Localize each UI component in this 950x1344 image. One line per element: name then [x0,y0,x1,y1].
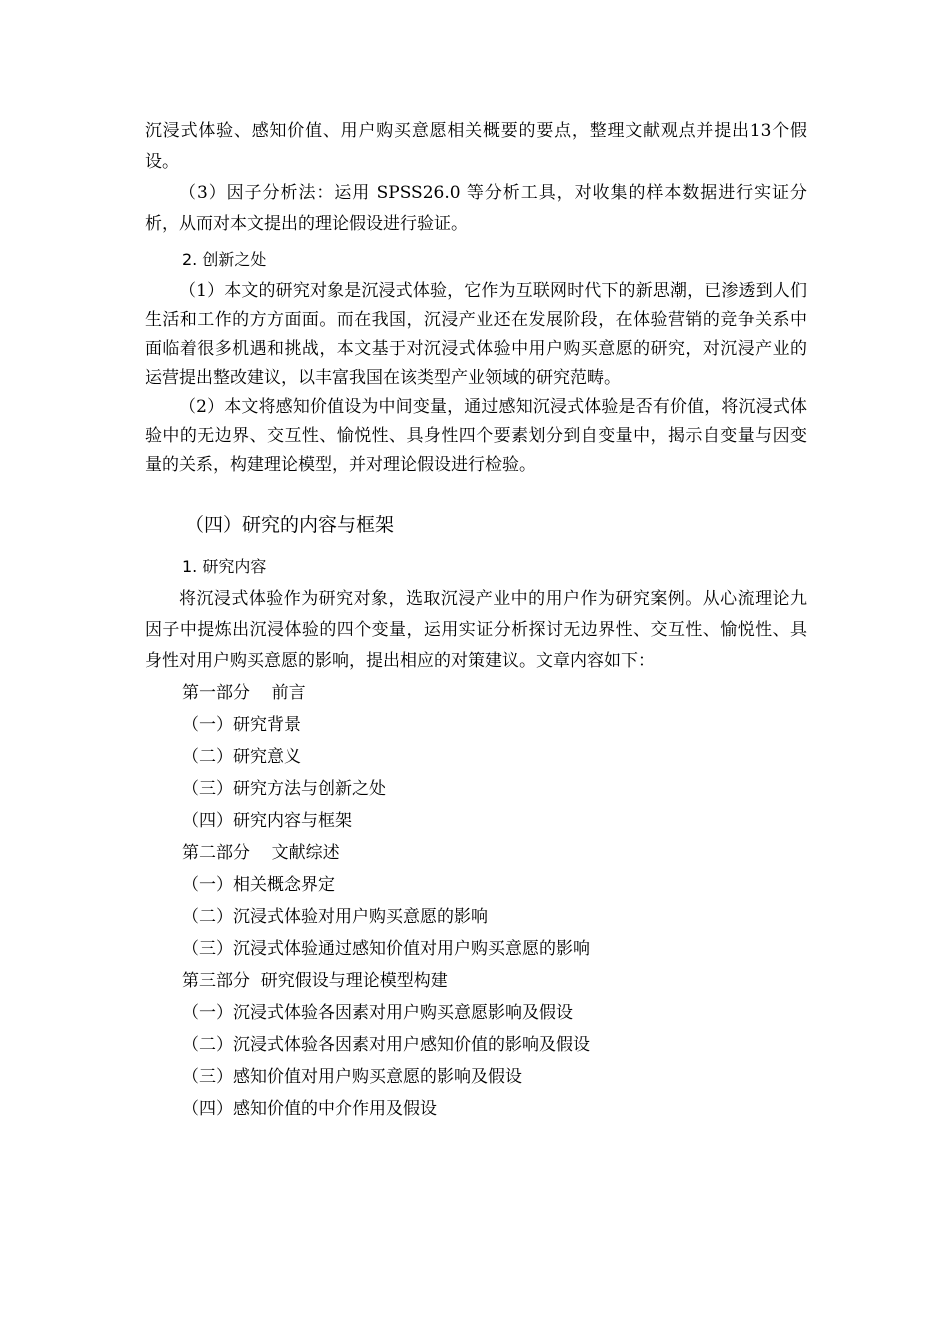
research-content-paragraph: 将沉浸式体验作为研究对象，选取沉浸产业中的用户作为研究案例。从心流理论九因子中提炼出沉浸体验的四个变量，运用实证分析探讨无边界性、交互性、愉悦性、具身性对用户购买意愿的影响，提出相应的对策建议。文章内容如下： [145,589,807,671]
outline-item: （三）沉浸式体验通过感知价值对用户购买意愿的影响 [182,939,590,959]
outline-item: （二）沉浸式体验各因素对用户感知价值的影响及假设 [182,1035,590,1055]
section-heading-content-framework: （四）研究的内容与框架 [185,514,395,536]
innovation-paragraph-1: （1）本文的研究对象是沉浸式体验，它作为互联网时代下的新思潮，已渗透到人们生活和工作的方方面面。而在我国，沉浸产业还在发展阶段，在体验营销的竞争关系中面临着很多机遇和挑战，本文基于对沉浸式体验中用户购买意愿的研究，对沉浸产业的运营提出整改建议，以丰富我国在该类型产业领域的研究范畴。 [145,281,807,388]
outline-item: （一）沉浸式体验各因素对用户购买意愿影响及假设 [182,1003,573,1023]
method-continuation-paragraph: 沉浸式体验、感知价值、用户购买意愿相关概要的要点，整理文献观点并提出13个假设。 [145,121,807,172]
outline-item: （二）研究意义 [182,747,301,767]
research-content-heading: 1. 研究内容 [182,557,267,576]
innovation-heading: 2. 创新之处 [182,250,267,269]
document-page [145,116,807,1125]
outline-item: 第一部分 前言 [182,683,306,703]
outline-item: （二）沉浸式体验对用户购买意愿的影响 [182,907,488,927]
factor-analysis-paragraph: （3）因子分析法：运用 SPSS26.0 等分析工具，对收集的样本数据进行实证分析，从而对本文提出的理论假设进行验证。 [145,183,807,234]
innovation-paragraph-2: （2）本文将感知价值设为中间变量，通过感知沉浸式体验是否有价值，将沉浸式体验中的无边界、交互性、愉悦性、具身性四个要素划分到自变量中，揭示自变量与因变量的关系，构建理论模型，并对理论假设进行检验。 [145,397,807,475]
outline-item: （一）研究背景 [182,715,301,735]
outline-item: （一）相关概念界定 [182,875,335,895]
outline-item: （四）研究内容与框架 [182,811,352,831]
outline-item: （三）研究方法与创新之处 [182,779,386,799]
outline-item: （三）感知价值对用户购买意愿的影响及假设 [182,1067,522,1087]
outline-item: 第三部分 研究假设与理论模型构建 [182,971,448,991]
outline-item: 第二部分 文献综述 [182,843,340,863]
outline-list [145,677,807,1125]
outline-item: （四）感知价值的中介作用及假设 [182,1099,437,1119]
